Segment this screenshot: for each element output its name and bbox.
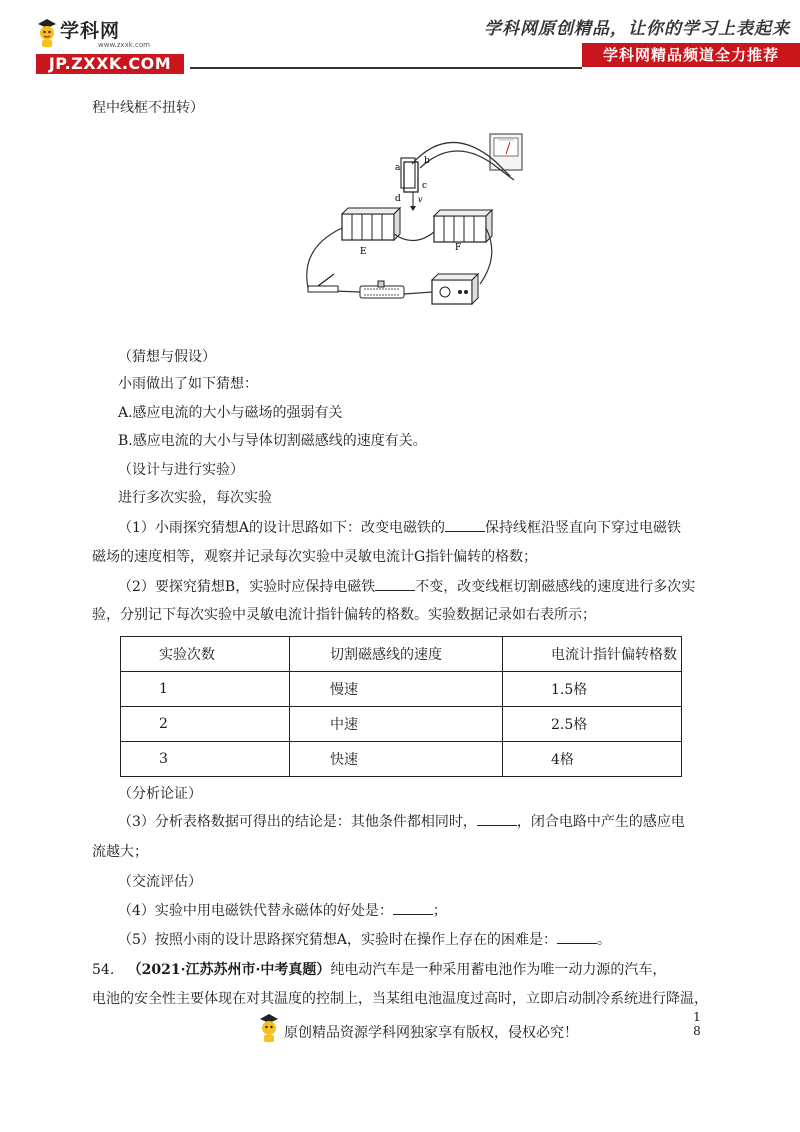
- table-cell: 3: [121, 742, 290, 777]
- question-1-line-2: 磁场的速度相等，观察并记录每次实验中灵敏电流计G指针偏转的格数；: [92, 549, 538, 565]
- power-supply-icon: [432, 274, 478, 304]
- logo-name: 学科网: [60, 20, 121, 42]
- table-header: 切割磁感线的速度: [290, 637, 503, 672]
- experiment-intro: 进行多次实验，每次实验: [118, 490, 272, 506]
- table-cell: 1.5格: [503, 672, 682, 707]
- footer-mascot-icon: [258, 1012, 280, 1044]
- hypothesis-a: A.感应电流的大小与磁场的强弱有关: [118, 405, 343, 421]
- hypothesis-b: B.感应电流的大小与导体切割磁感线的速度有关。: [118, 433, 427, 449]
- table-row: [121, 672, 682, 707]
- question-2-line-1: （2）要探究猜想B，实验时应保持电磁铁 不变，改变线框切割磁感线的速度进行多次实: [118, 579, 696, 595]
- table-cell: 1: [121, 672, 290, 707]
- label-a: a: [395, 163, 401, 173]
- header-divider: [190, 67, 582, 69]
- table-cell: 快速: [290, 742, 503, 777]
- question-3-line-2: 流越大；: [92, 844, 148, 860]
- logo-url: www.zxxk.com: [98, 41, 150, 49]
- experiment-figure: [300, 128, 530, 310]
- analysis-heading: （分析论证）: [118, 786, 202, 802]
- answer-blank-2[interactable]: [375, 578, 415, 591]
- table-header: 电流计指针偏转格数: [503, 637, 682, 672]
- answer-blank-1[interactable]: [445, 519, 485, 532]
- header-slogan-bar: 学科网精品频道全力推荐: [582, 43, 800, 67]
- table-cell: 4格: [503, 742, 682, 777]
- table-cell: 2: [121, 707, 290, 742]
- exchange-heading: （交流评估）: [118, 874, 202, 890]
- label-e: E: [360, 247, 367, 257]
- logo-bar: JP.ZXXK.COM: [36, 54, 184, 74]
- table-row: [121, 707, 682, 742]
- label-v: v: [418, 195, 423, 204]
- switch-icon: [308, 274, 338, 292]
- hypothesis-intro: 小雨做出了如下猜想：: [118, 376, 258, 392]
- galvanometer-icon: [490, 134, 522, 170]
- table-cell: 慢速: [290, 672, 503, 707]
- question-4: （4）实验中用电磁铁代替永磁体的好处是： ；: [118, 903, 447, 919]
- mascot-icon: [36, 18, 58, 48]
- label-b: b: [424, 156, 430, 166]
- answer-blank-3[interactable]: [477, 813, 517, 826]
- answer-blank-4[interactable]: [393, 902, 433, 915]
- label-f: F: [455, 243, 462, 253]
- electromagnet-e: [342, 208, 400, 240]
- wire-frame: [401, 158, 418, 192]
- data-table: [120, 636, 682, 777]
- question-54-line-1: 54. （2021·江苏苏州市·中考真题）纯电动汽车是一种采用蓄电池作为唯一动力源的汽车，: [92, 962, 667, 978]
- question-54-line-2: 电池的安全性主要体现在对其温度的控制上，当某组电池温度过高时，立即启动制冷系统进行降温，: [92, 991, 708, 1007]
- label-d: d: [395, 194, 401, 204]
- question-5: （5）按照小雨的设计思路探究猜想A，实验时在操作上存在的困难是： 。: [118, 932, 612, 948]
- rheostat-icon: [360, 281, 404, 298]
- question-1-line-1: （1）小雨探究猜想A的设计思路如下：改变电磁铁的 保持线框沿竖直向下穿过电磁铁: [118, 520, 682, 536]
- electromagnet-f: [434, 210, 492, 242]
- page-number: 1 8: [693, 1010, 701, 1038]
- footer-copyright: 原创精品资源学科网独家享有版权，侵权必究！: [284, 1025, 578, 1041]
- answer-blank-5[interactable]: [557, 931, 597, 944]
- experiment-heading: （设计与进行实验）: [118, 462, 244, 478]
- table-header-row: [121, 637, 682, 672]
- question-3-line-1: （3）分析表格数据可得出的结论是：其他条件都相同时， ，闭合电路中产生的感应电: [118, 814, 685, 830]
- question-source: （2021·江苏苏州市·中考真题）: [127, 962, 331, 978]
- lead-line: 程中线框不扭转）: [92, 100, 204, 116]
- hypothesis-heading: （猜想与假设）: [118, 349, 216, 365]
- table-cell: 中速: [290, 707, 503, 742]
- table-cell: 2.5格: [503, 707, 682, 742]
- table-row: [121, 742, 682, 777]
- table-header: 实验次数: [121, 637, 290, 672]
- header-slogan: 学科网原创精品，让你的学习上表起来: [484, 19, 790, 39]
- label-c: c: [422, 181, 428, 191]
- question-2-line-2: 验，分别记下每次实验中灵敏电流计指针偏转的格数。实验数据记录如右表所示；: [92, 607, 596, 623]
- site-logo[interactable]: [36, 14, 186, 72]
